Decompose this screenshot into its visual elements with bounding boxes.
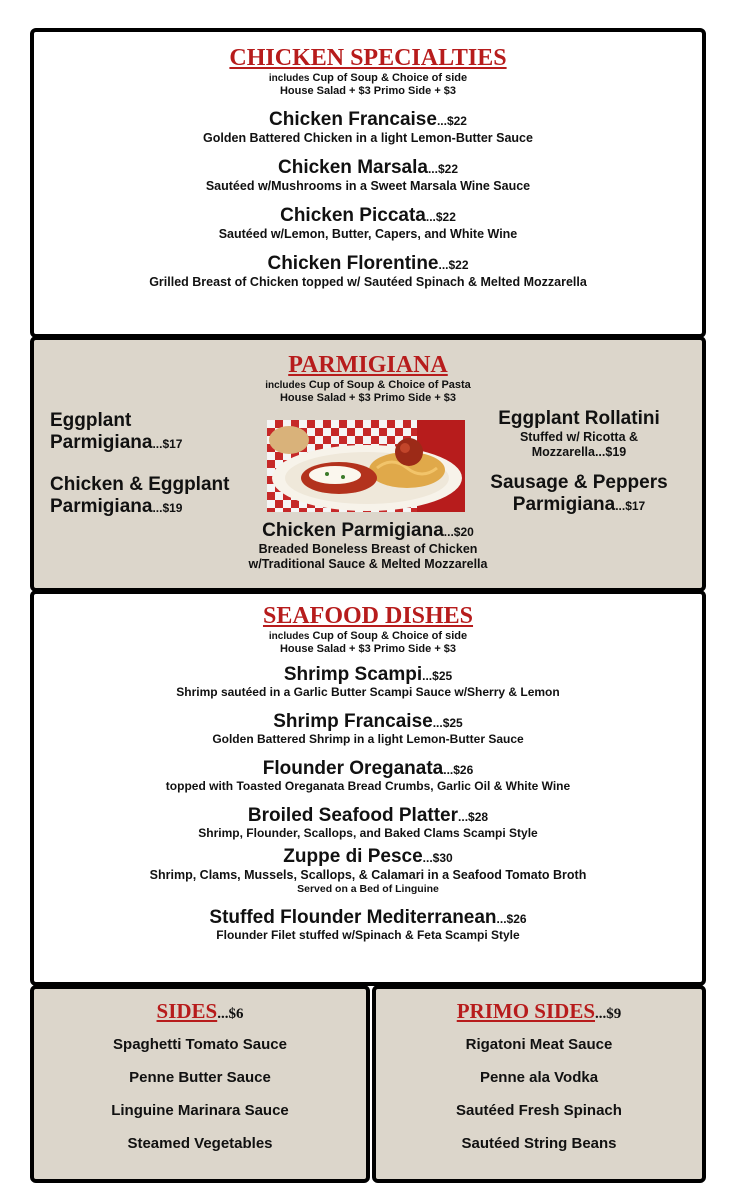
seafood-section-title: SEAFOOD DISHES [262,603,474,629]
chicken-parm: Chicken Parmigiana...$20 Breaded Boneless Breast of Chicken w/Traditional Sauce & Melted Mozzarella [248,520,488,571]
chicken-upgrades: House Salad + $3 Primo Side + $3 [279,85,457,97]
menu-item [34,907,702,941]
menu-item [34,846,702,895]
item-description: Sautéed w/Lemon, Butter, Capers, and White Wine [218,227,518,241]
sides-title: SIDES...$6 [156,999,244,1023]
chicken-includes: includes Cup of Soup & Choice of side [268,72,468,84]
item-name: Shrimp Scampi [283,664,423,685]
item-description: Shrimp, Clams, Mussels, Scallops, & Calamari in a Seafood Tomato Broth [149,868,587,882]
item-price: ...$22 [425,210,456,224]
item-description: Sautéed w/Mushrooms in a Sweet Marsala Wine Sauce [205,179,531,193]
chicken-section-title: CHICKEN SPECIALTIES [229,45,507,71]
item-description: Golden Battered Chicken in a light Lemon-Butter Sauce [203,131,533,145]
parm-section-title: PARMIGIANA [288,352,448,378]
side-item: Penne ala Vodka [479,1069,599,1086]
parm-upgrades: House Salad + $3 Primo Side + $3 [279,392,457,404]
item-price: ...$26 [496,912,527,926]
sides-section [30,985,370,1183]
item-name: Chicken Florentine [267,253,439,274]
menu-item [34,205,702,242]
primo-sides-section [372,985,706,1183]
item-price: ...$22 [438,258,469,272]
side-item: Rigatoni Meat Sauce [465,1036,613,1053]
item-price: ...$25 [422,669,453,683]
chicken-eggplant-parm: Chicken & Eggplant Parmigiana...$19 [50,474,230,517]
side-item: Linguine Marinara Sauce [111,1102,289,1119]
side-item: Penne Butter Sauce [129,1069,271,1086]
parmigiana-section [30,336,706,592]
parm-includes: includes Cup of Soup & Choice of Pasta [265,379,471,391]
item-description: Golden Battered Shrimp in a light Lemon-Butter Sauce [212,732,524,746]
menu-item [34,711,702,745]
chicken-specialties-section [30,28,706,338]
item-name: Shrimp Francaise [273,711,433,732]
side-item: Sautéed String Beans [461,1135,617,1152]
item-price: ...$22 [436,114,467,128]
side-item: Steamed Vegetables [127,1135,273,1152]
seafood-includes: includes Cup of Soup & Choice of side [268,630,468,642]
eggplant-parm: Eggplant Parmigiana...$17 [50,410,183,453]
food-photo [267,420,465,512]
seafood-upgrades: House Salad + $3 Primo Side + $3 [279,643,457,655]
side-item: Spaghetti Tomato Sauce [113,1036,287,1053]
item-description: Grilled Breast of Chicken topped w/ Sautéed Spinach & Melted Mozzarella [149,275,587,289]
item-name: Stuffed Flounder Mediterranean [209,907,497,928]
item-description-secondary: Served on a Bed of Linguine [297,883,439,895]
item-price: ...$26 [443,763,474,777]
menu-item [34,109,702,146]
item-price: ...$22 [427,162,458,176]
item-description: Flounder Filet stuffed w/Spinach & Feta Scampi Style [216,928,520,942]
menu-item [34,758,702,792]
eggplant-rollatini: Eggplant Rollatini Stuffed w/ Ricotta & Mozzarella...$19 [498,408,660,459]
item-description: Shrimp, Flounder, Scallops, and Baked Clams Scampi Style [198,826,538,840]
item-name: Chicken Francaise [269,109,437,130]
side-item: Sautéed Fresh Spinach [456,1102,622,1119]
item-price: ...$25 [432,716,463,730]
item-description: Shrimp sautéed in a Garlic Butter Scampi Sauce w/Sherry & Lemon [176,685,560,699]
item-description: topped with Toasted Oreganata Bread Crumbs, Garlic Oil & White Wine [165,779,571,793]
primo-sides-title: PRIMO SIDES...$9 [456,999,622,1023]
item-price: ...$28 [458,810,489,824]
item-name: Zuppe di Pesce [283,846,423,867]
item-name: Broiled Seafood Platter [247,805,459,826]
seafood-section [30,590,706,986]
item-price: ...$30 [422,851,453,865]
chicken-parm-plate-image [267,420,465,512]
item-name: Flounder Oreganata [262,758,444,779]
item-name: Chicken Piccata [280,205,426,226]
menu-item [34,253,702,290]
menu-item [34,664,702,698]
sausage-peppers-parm: Sausage & Peppers Parmigiana...$17 [490,472,668,515]
menu-item [34,805,702,839]
menu-item [34,157,702,194]
item-name: Chicken Marsala [278,157,428,178]
